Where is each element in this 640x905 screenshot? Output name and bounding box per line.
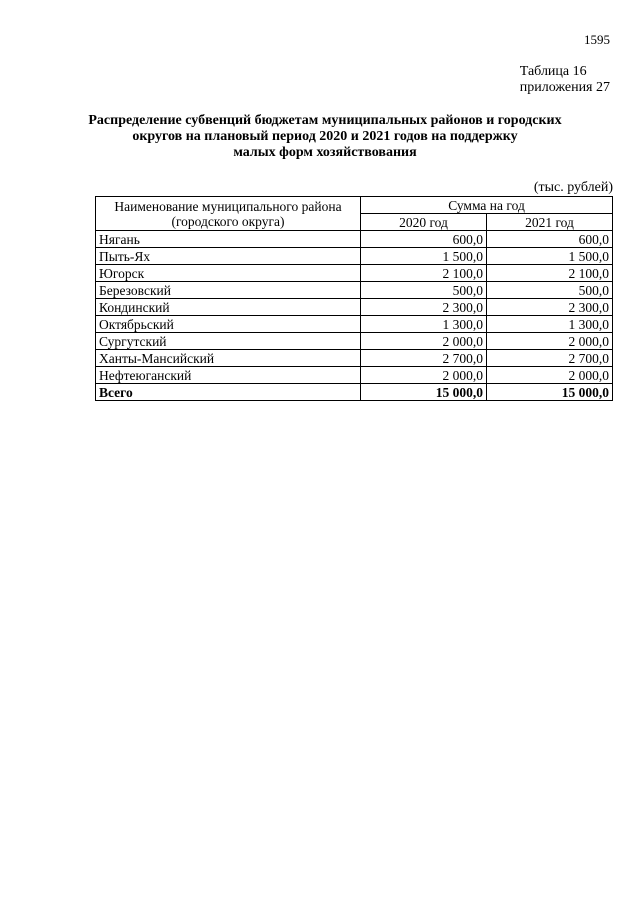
row-name: Нефтеюганский: [96, 367, 361, 384]
header-year-2021: 2021 год: [487, 214, 613, 231]
row-value-2020: 2 300,0: [361, 299, 487, 316]
row-value-2020: 600,0: [361, 231, 487, 248]
title-line3: малых форм хозяйствования: [233, 145, 417, 160]
row-value-2020: 2 100,0: [361, 265, 487, 282]
table-row: [96, 350, 613, 367]
table-row: [96, 367, 613, 384]
row-name: Березовский: [96, 282, 361, 299]
row-value-2021: 500,0: [487, 282, 613, 299]
page-number: 1595: [584, 32, 610, 47]
row-value-2021: 1 300,0: [487, 316, 613, 333]
row-value-2021: 1 500,0: [487, 248, 613, 265]
row-value-2021: 600,0: [487, 231, 613, 248]
units-label: (тыс. рублей): [533, 180, 613, 195]
header-sum: Сумма на год: [361, 197, 613, 214]
row-value-2021: 2 100,0: [487, 265, 613, 282]
table-caption-line1: Таблица 16: [519, 64, 587, 79]
total-value-2021: 15 000,0: [487, 384, 613, 401]
total-label: Всего: [96, 384, 361, 401]
table-row: [96, 248, 613, 265]
table-row: [96, 333, 613, 350]
row-value-2020: 2 000,0: [361, 333, 487, 350]
row-name: Ханты-Мансийский: [96, 350, 361, 367]
title-line2: округов на плановый период 2020 и 2021 годов на поддержку: [132, 129, 518, 144]
header-row: [96, 197, 613, 214]
subsidy-table: [95, 196, 613, 401]
table-row: [96, 282, 613, 299]
row-value-2020: 500,0: [361, 282, 487, 299]
table-caption: [520, 64, 610, 96]
row-name: Кондинский: [96, 299, 361, 316]
row-value-2021: 2 300,0: [487, 299, 613, 316]
row-name: Югорск: [96, 265, 361, 282]
row-value-2020: 1 300,0: [361, 316, 487, 333]
table-row: [96, 231, 613, 248]
header-name: [96, 197, 361, 231]
row-name: Пыть-Ях: [96, 248, 361, 265]
table-body: [96, 231, 613, 401]
row-value-2020: 2 000,0: [361, 367, 487, 384]
row-value-2021: 2 700,0: [487, 350, 613, 367]
row-value-2021: 2 000,0: [487, 367, 613, 384]
header-year-2020: 2020 год: [361, 214, 487, 231]
table-row: [96, 316, 613, 333]
row-value-2021: 2 000,0: [487, 333, 613, 350]
header-name-line2: (городского округа): [171, 213, 285, 229]
row-name: Октябрьский: [96, 316, 361, 333]
table-caption-line2: приложения 27: [519, 80, 610, 95]
row-name: Сургутский: [96, 333, 361, 350]
header-name-line1: Наименование муниципального района: [114, 198, 342, 214]
table-row: [96, 265, 613, 282]
row-value-2020: 1 500,0: [361, 248, 487, 265]
title-line1: Распределение субвенций бюджетам муниципальных районов и городских: [88, 113, 562, 128]
row-value-2020: 2 700,0: [361, 350, 487, 367]
table-row: [96, 299, 613, 316]
total-row: [96, 384, 613, 401]
total-value-2020: 15 000,0: [361, 384, 487, 401]
document-title: [60, 113, 590, 161]
row-name: Нягань: [96, 231, 361, 248]
